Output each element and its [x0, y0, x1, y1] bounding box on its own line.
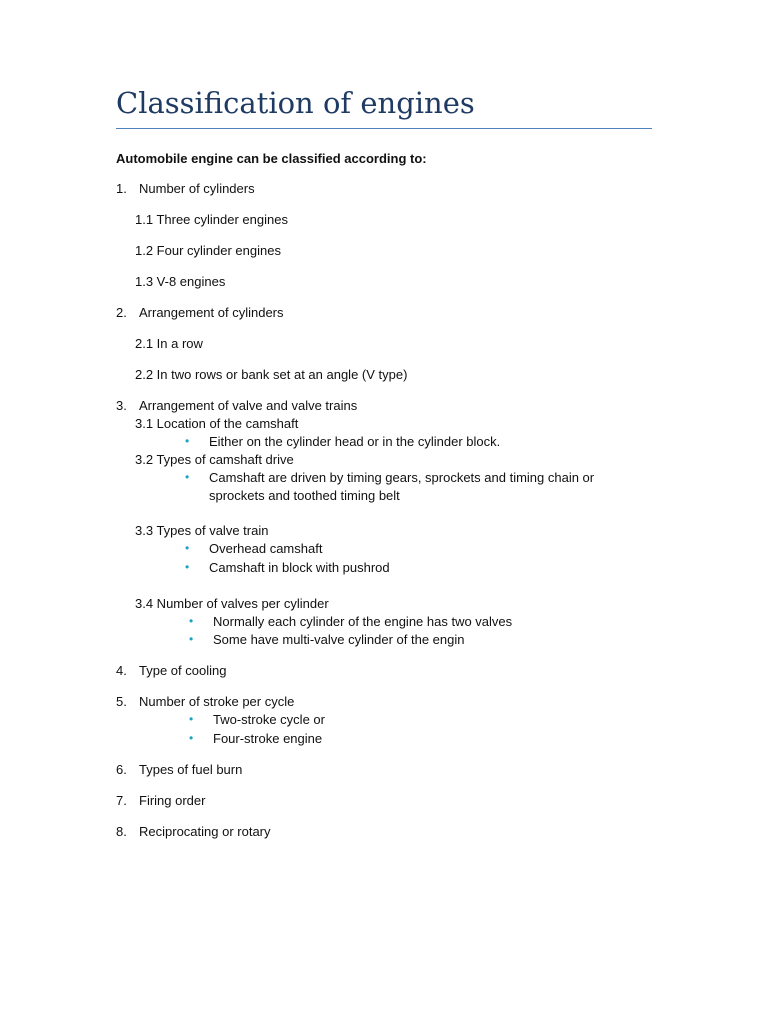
list-item: Arrangement of cylinders [139, 305, 284, 320]
list-item-number: 1. [116, 181, 127, 196]
list-item: Reciprocating or rotary [139, 824, 271, 839]
sub-item: 2.1 In a row [135, 336, 203, 351]
sub-item: 3.2 Types of camshaft drive [135, 452, 294, 467]
list-item: Types of fuel burn [139, 762, 243, 777]
list-item: Number of cylinders [139, 181, 255, 196]
sub-item: 3.3 Types of valve train [135, 523, 269, 538]
list-item: Firing order [139, 793, 206, 808]
bullet-icon: • [185, 434, 190, 448]
list-item-number: 8. [116, 824, 127, 839]
bullet-item: Camshaft are driven by timing gears, sprockets and timing chain or [209, 470, 595, 485]
list-item-number: 7. [116, 793, 127, 808]
sub-item: 3.4 Number of valves per cylinder [135, 596, 329, 611]
bullet-icon: • [189, 632, 194, 646]
list-item-number: 3. [116, 398, 127, 413]
bullet-item-continuation: sprockets and toothed timing belt [209, 488, 400, 503]
page-title: Classification of engines [116, 86, 475, 120]
bullet-icon: • [189, 712, 194, 726]
bullet-item: Overhead camshaft [209, 541, 323, 556]
bullet-icon: • [185, 470, 190, 484]
list-item: Arrangement of valve and valve trains [139, 398, 358, 413]
list-item: Number of stroke per cycle [139, 694, 295, 709]
sub-item: 1.2 Four cylinder engines [135, 243, 281, 258]
bullet-icon: • [189, 731, 194, 745]
bullet-item: Four-stroke engine [213, 731, 323, 746]
list-item-number: 2. [116, 305, 127, 320]
list-item-number: 4. [116, 663, 127, 678]
list-item: Type of cooling [139, 663, 227, 678]
sub-item: 2.2 In two rows or bank set at an angle (V type) [135, 367, 408, 382]
bullet-icon: • [185, 560, 190, 574]
sub-item: 1.3 V-8 engines [135, 274, 226, 289]
bullet-item: Normally each cylinder of the engine has two valves [213, 614, 513, 629]
bullet-item: Either on the cylinder head or in the cylinder block. [209, 434, 501, 449]
bullet-icon: • [185, 541, 190, 555]
sub-item: 1.1 Three cylinder engines [135, 212, 288, 227]
sub-item: 3.1 Location of the camshaft [135, 416, 299, 431]
bullet-item: Some have multi-valve cylinder of the engin [213, 632, 465, 647]
list-item-number: 6. [116, 762, 127, 777]
bullet-item: Two-stroke cycle or [213, 712, 325, 727]
list-item-number: 5. [116, 694, 127, 709]
intro-text: Automobile engine can be classified according to: [116, 151, 427, 166]
bullet-item: Camshaft in block with pushrod [209, 560, 390, 575]
bullet-icon: • [189, 614, 194, 628]
title-underline [116, 128, 652, 129]
